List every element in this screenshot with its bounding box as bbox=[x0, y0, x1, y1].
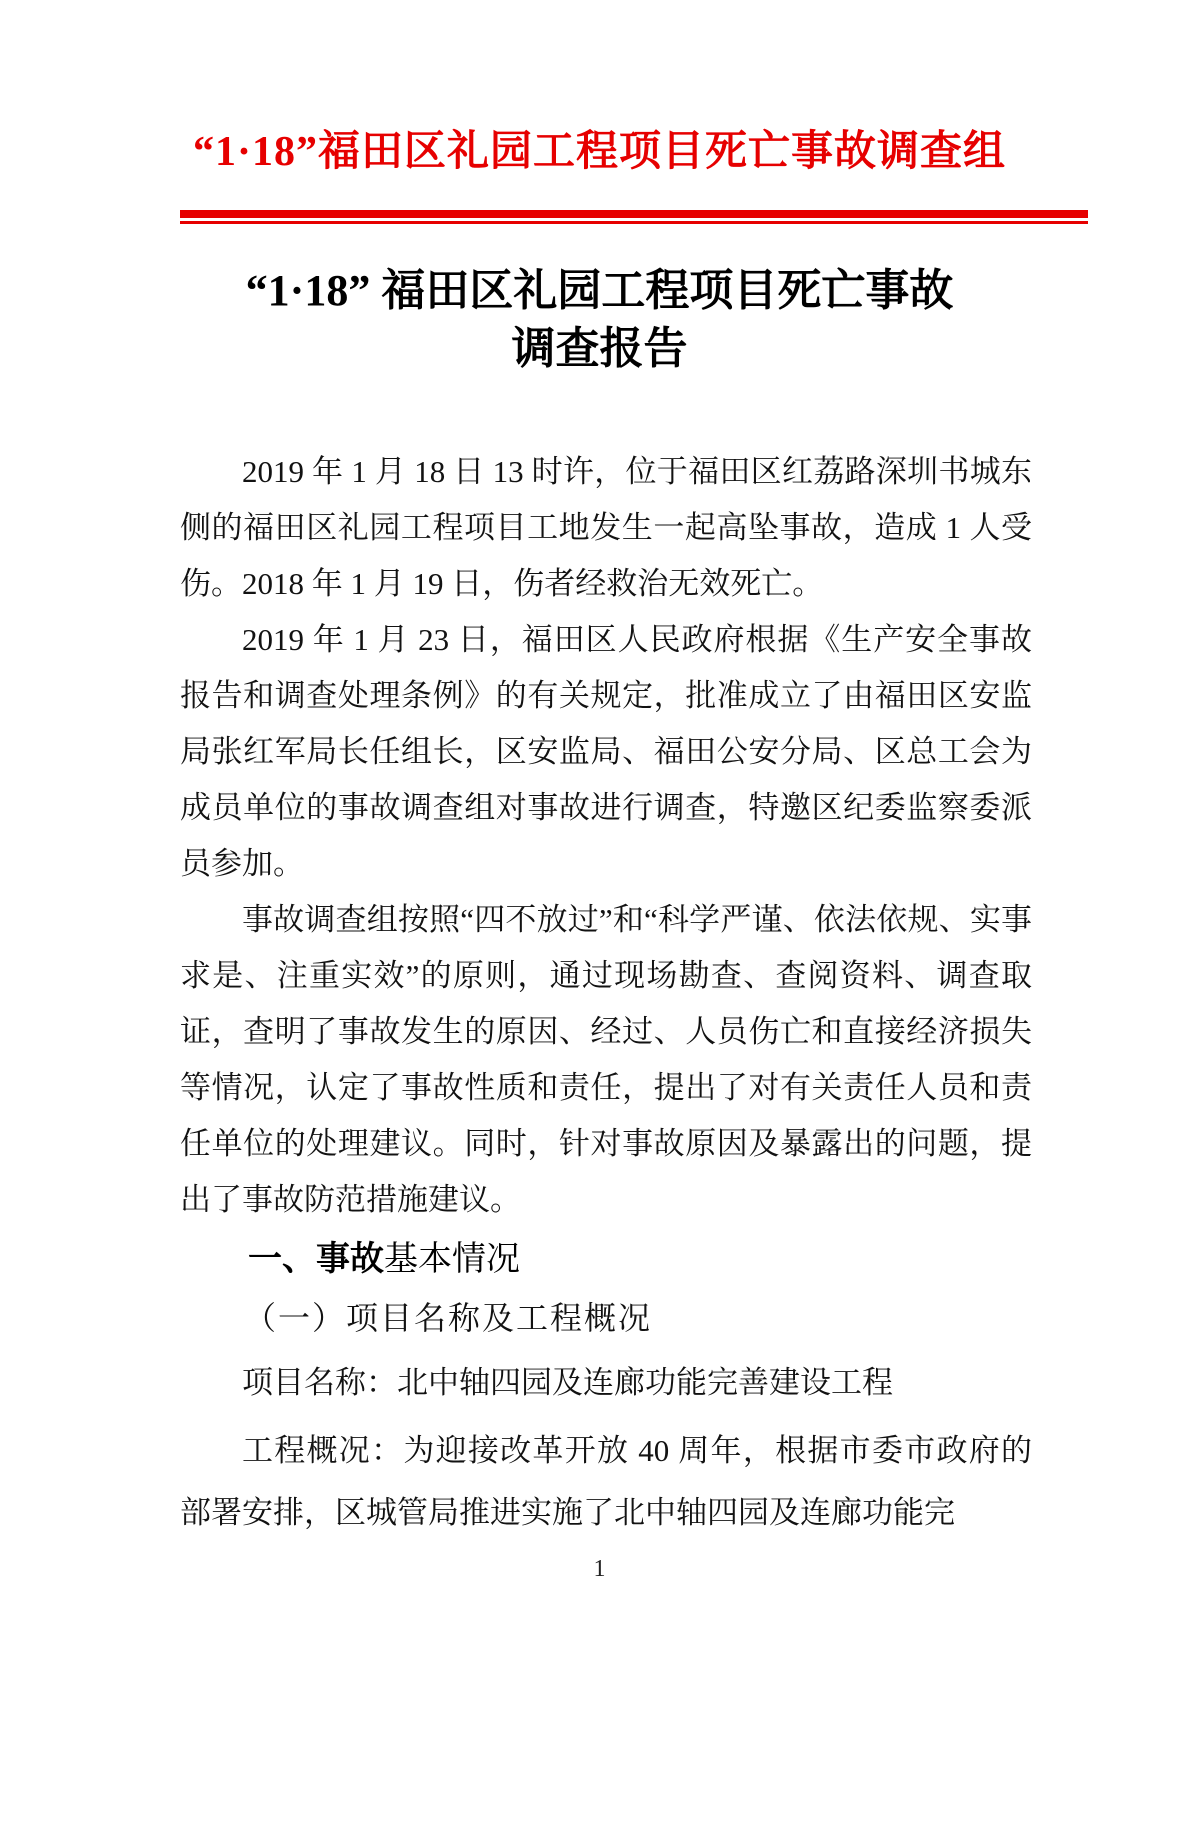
section-heading-number: 一、事故 bbox=[248, 1240, 384, 1278]
red-header-banner: “1·18”福田区礼园工程项目死亡事故调查组 bbox=[192, 129, 1006, 175]
document-title bbox=[0, 262, 1199, 378]
paragraph-investigation-team: 2019 年 1 月 23 日，福田区人民政府根据《生产安全事故报告和调查处理条例》的有关规定，批准成立了由福田区安监局张红军局长任组长，区安监局、福田公安分局、区总工会为成员单位的事故调查组对事故进行调查，特邀区纪委监察委派员参加。 bbox=[180, 622, 1032, 881]
document-title-line1: “1·18” 福田区礼园工程项目死亡事故 bbox=[245, 266, 954, 315]
red-divider-thin-line bbox=[180, 221, 1088, 224]
paragraph-accident-summary: 2019 年 1 月 18 日 13 时许，位于福田区红荔路深圳书城东侧的福田区礼园工程项目工地发生一起高坠事故，造成 1 人受伤。2018 年 1 月 19 日，伤者经救治无效死亡。 bbox=[180, 454, 1032, 601]
paragraph-project-name: 项目名称：北中轴四园及连廊功能完善建设工程 bbox=[242, 1365, 893, 1400]
section-heading-basic-situation bbox=[180, 1228, 1032, 1290]
page-number: 1 bbox=[593, 1556, 606, 1582]
paragraph-project-overview: 工程概况：为迎接改革开放 40 周年，根据市委市政府的部署安排，区城管局推进实施了北中轴四园及连廊功能完 bbox=[180, 1433, 1032, 1530]
document-body bbox=[180, 444, 1032, 1544]
red-divider bbox=[180, 210, 1088, 224]
subsection-heading-project-overview: （一）项目名称及工程概况 bbox=[244, 1300, 653, 1336]
red-divider-thick-line bbox=[180, 210, 1088, 218]
section-heading-text: 基本情况 bbox=[384, 1240, 520, 1278]
document-title-line2: 调查报告 bbox=[511, 324, 688, 373]
paragraph-investigation-principles: 事故调查组按照“四不放过”和“科学严谨、依法依规、实事求是、注重实效”的原则，通过现场勘查、查阅资料、调查取证，查明了事故发生的原因、经过、人员伤亡和直接经济损失等情况，认定了事故性质和责任，提出了对有关责任人员和责任单位的处理建议。同时，针对事故原因及暴露出的问题，提出了事故防范措施建议。 bbox=[180, 902, 1032, 1217]
